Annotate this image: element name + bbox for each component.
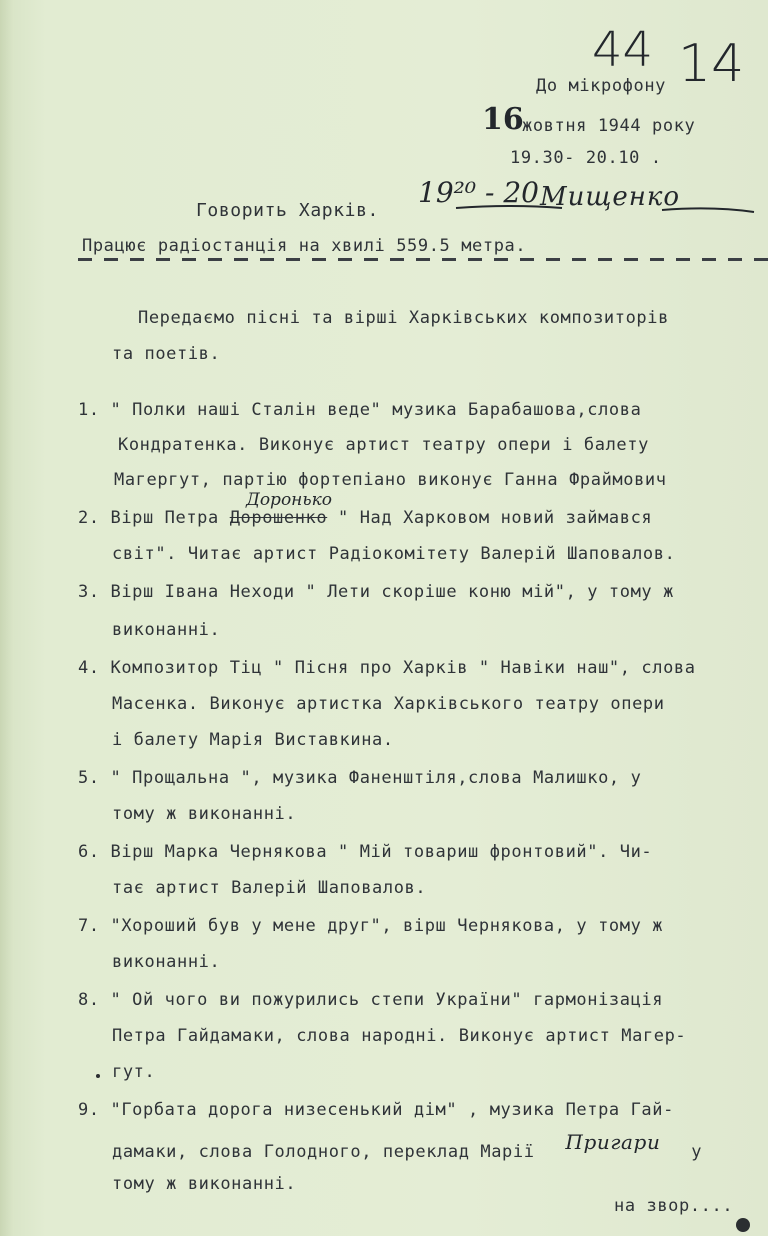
handwritten-time-range: 19²⁰ - 20 [418, 176, 539, 209]
item-9-prefix: дамаки, слова Голодного, переклад Марії [112, 1142, 546, 1162]
item-9-line-1: 9. "Горбата дорога низесенький дім" , музика Петра Гай- [78, 1100, 674, 1120]
item-2-handwritten-correction: Доронько [246, 490, 333, 510]
item-2-line-2: світ". Читає артист Радіокомітету Валерій Шаповалов. [112, 544, 676, 564]
item-8-line-1: 8. " Ой чого ви пожурились степи України" гармонізація [78, 990, 664, 1010]
continued-on-reverse: на звор.... [614, 1196, 734, 1216]
item-9-line-3: тому ж виконанні. [112, 1174, 297, 1194]
date-day-handwritten: 16 [482, 102, 524, 137]
item-1-line-2: Кондратенка. Виконує артист театру опери і балету [118, 435, 649, 455]
item-9-handwritten-surname: Пригари [565, 1130, 661, 1154]
item-4-line-3: і балету Марія Виставкина. [112, 730, 394, 750]
item-1-line-3: Магергут, партію фортепіано виконує Ганна Фраймович [114, 470, 667, 490]
item-3-line-1: 3. Вірш Івана Неходи " Лети скоріше коню мій", у тому ж [78, 582, 674, 602]
signature: Мищенко [540, 182, 681, 212]
item-6-line-2: тає артист Валерій Шаповалов. [112, 878, 427, 898]
item-3-line-2: виконанні. [112, 620, 221, 640]
item-8-line-2: Петра Гайдамаки, слова народні. Виконує артист Магер- [112, 1026, 687, 1046]
item-9-suffix: у [680, 1142, 703, 1162]
separator-dashed-line [78, 258, 768, 261]
signature-stroke [452, 196, 762, 226]
announcement-line-1: Передаємо пісні та вірші Харківських композиторів [138, 308, 669, 328]
archive-number: 44 [592, 22, 654, 78]
item-5-line-1: 5. " Прощальна ", музика Фаненштіля,слова Малишко, у [78, 768, 642, 788]
item-2-prefix: 2. Вірш Петра [78, 508, 230, 528]
item-1-line-1: 1. " Полки наші Сталін веде" музика Барабашова,слова [78, 400, 642, 420]
item-5-line-2: тому ж виконанні. [112, 804, 297, 824]
item-6-line-1: 6. Вірш Марка Чернякова " Мій товариш фронтовий". Чи- [78, 842, 653, 862]
to-microphone-label: До мікрофону [536, 76, 667, 96]
archive-sheet-number: 14 [678, 34, 745, 94]
broadcast-date: жовтня 1944 року [522, 116, 696, 136]
title-kharkiv-speaking: Говорить Харків. [196, 200, 379, 221]
item-4-line-1: 4. Композитор Тіц " Пісня про Харків " Навіки наш", слова [78, 658, 696, 678]
item-7-line-2: виконанні. [112, 952, 221, 972]
item-9-line-2 [112, 1130, 703, 1162]
ink-dot [96, 1074, 100, 1078]
station-info: Працює радіостанція на хвилі 559.5 метра. [82, 236, 527, 256]
item-4-line-2: Масенка. Виконує артистка Харківського театру опери [112, 694, 665, 714]
item-8-line-3: гут. [112, 1062, 156, 1082]
broadcast-time: 19.30- 20.10 . [510, 148, 662, 168]
item-2-struck-surname: Дорошенко [229, 508, 328, 528]
item-2-rest: " Над Харковом новий займався [327, 508, 653, 528]
announcement-line-2: та поетів. [112, 344, 221, 364]
page-fold-shadow [0, 0, 14, 1236]
item-2-line-1 [78, 508, 652, 528]
punch-hole [736, 1218, 750, 1232]
item-7-line-1: 7. "Хороший був у мене друг", вірш Чернякова, у тому ж [78, 916, 664, 936]
